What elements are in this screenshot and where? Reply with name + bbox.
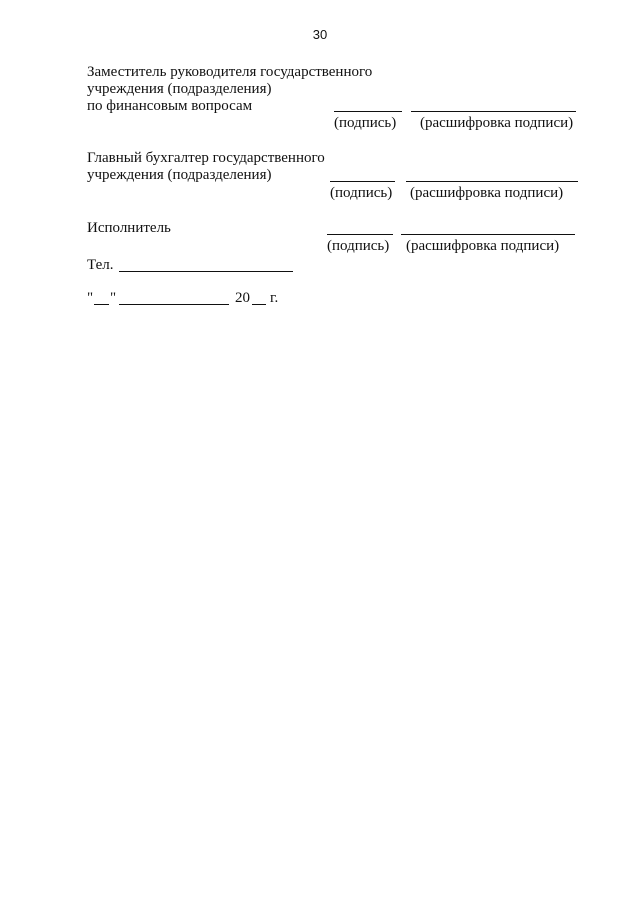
- date-quote-close: ": [110, 290, 117, 306]
- date-year-line: [252, 304, 266, 305]
- chief-decryption-line: [406, 181, 578, 182]
- deputy-head-title-line-1: Заместитель руководителя государственного: [87, 64, 373, 80]
- chief-decryption-caption: (расшифровка подписи): [410, 185, 564, 201]
- phone-label: Тел.: [87, 257, 114, 273]
- deputy-signature-line: [334, 111, 402, 112]
- chief-signature-line: [330, 181, 395, 182]
- date-day-line: [94, 304, 109, 305]
- date-year-prefix: 20: [235, 290, 250, 306]
- deputy-signature-caption: (подпись): [334, 115, 397, 131]
- deputy-head-title: [87, 64, 372, 115]
- deputy-decryption-line: [411, 111, 576, 112]
- deputy-decryption-caption: (расшифровка подписи): [420, 115, 574, 131]
- executor-signature-caption: (подпись): [327, 238, 390, 254]
- phone-line: [119, 271, 293, 272]
- executor-title: [87, 220, 171, 237]
- executor-title-line-1: Исполнитель: [87, 220, 171, 236]
- date-month-line: [119, 304, 229, 305]
- executor-signature-line: [327, 234, 393, 235]
- chief-accountant-title-line-2: учреждения (подразделения): [87, 167, 272, 183]
- date-year-suffix: г.: [270, 290, 279, 306]
- page-number: 30: [312, 27, 328, 42]
- chief-accountant-title: [87, 150, 325, 184]
- date-quote-open: ": [87, 290, 94, 306]
- executor-decryption-caption: (расшифровка подписи): [406, 238, 560, 254]
- chief-signature-caption: (подпись): [330, 185, 393, 201]
- chief-accountant-title-line-1: Главный бухгалтер государственного: [87, 150, 325, 166]
- executor-decryption-line: [401, 234, 575, 235]
- deputy-head-title-line-3: по финансовым вопросам: [87, 98, 253, 114]
- deputy-head-title-line-2: учреждения (подразделения): [87, 81, 272, 97]
